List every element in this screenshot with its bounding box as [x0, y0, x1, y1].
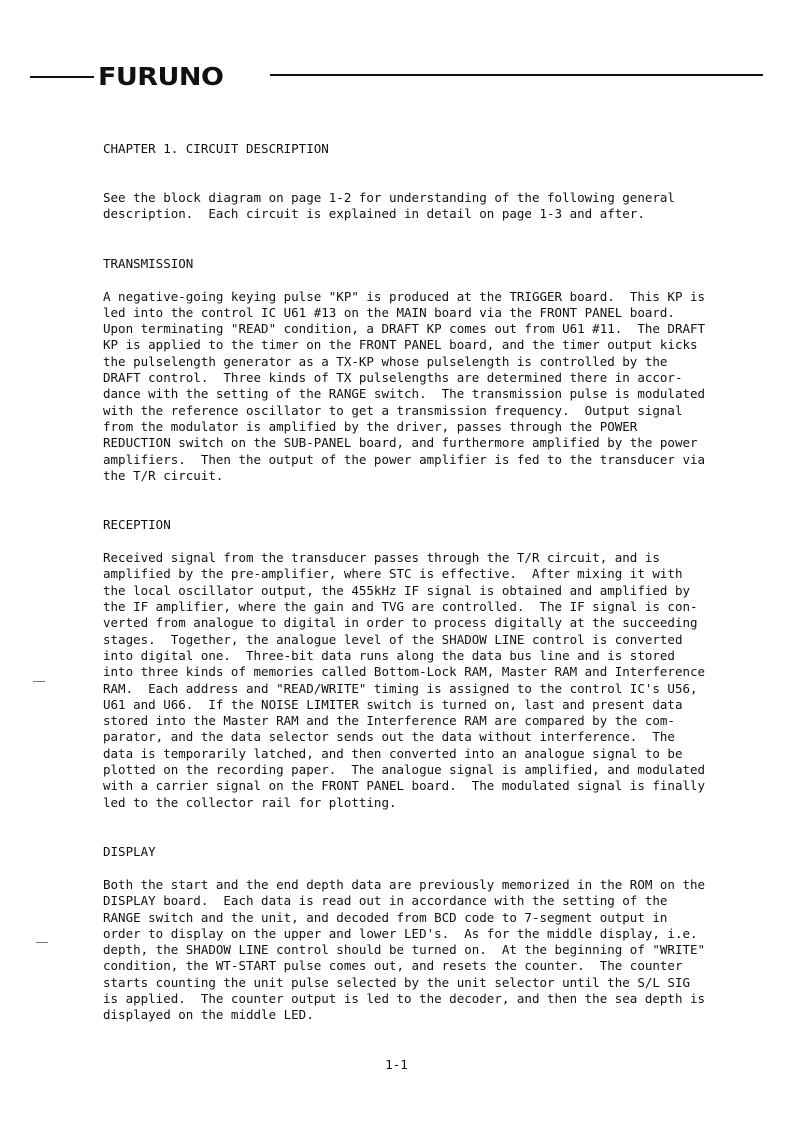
intro-paragraph: See the block diagram on page 1-2 for understanding of the following general description. Each circuit is explained in detail on page 1-3 and after.: [103, 190, 675, 222]
section-body-transmission: A negative-going keying pulse "KP" is produced at the TRIGGER board. This KP is led into the control IC U61 #13 on the MAIN board via the FRONT PANEL board. Upon terminating "READ" condition, a DRAFT KP comes out from U61 #11. The DRAFT KP is applied to the timer on the FRONT PANEL board, and the timer output kicks the pulselength generator as a TX-KP whose pulselength is controlled by the DRAFT control. Three kinds of TX pulselengths are determined there in accor- dance with the setting of the RANGE switch. The transmission pulse is modulated with the reference oscillator to get a transmission frequency. Output signal from the modulator is amplified by the driver, passes through the POWER REDUCTION switch on the SUB-PANEL board, and furthermore amplified by the power amplifiers. Then the output of the power amplifier is fed to the transducer via the T/R circuit.: [103, 288, 706, 483]
section-body-reception: Received signal from the transducer passes through the T/R circuit, and is amplified by the pre-amplifier, where STC is effective. After mixing it with the local oscillator output, the 455kHz IF signal is obtained and amplified by the IF amplifier, where the gain and TVG are controlled. The IF signal is con- verted from analogue to digital in order to process digitally at the succeeding stages. Together, the analogue level of the SHADOW LINE control is converted into digital one. Three-bit data runs along the data bus line and is stored into three kinds of memories called Bottom-Lock RAM, Master RAM and Interference RAM. Each address and "READ/WRITE" timing is assigned to the control IC's U56, U61 and U66. If the NOISE LIMITER switch is turned on, last and present data stored into the Master RAM and the Interference RAM are compared by the com- parator, and the data selector sends out the data without interference. The data is temporarily latched, and then converted into an analogue signal to be plotted on the recording paper. The analogue signal is amplified, and modulated with a carrier signal on the FRONT PANEL board. The modulated signal is finally led to the collector rail for plotting.: [103, 550, 706, 810]
header-rule-left: [30, 76, 94, 78]
furuno-logo: FURUNO: [98, 62, 224, 91]
section-heading-display: DISPLAY: [103, 843, 156, 859]
margin-mark: [36, 942, 48, 943]
section-heading-reception: RECEPTION: [103, 517, 171, 533]
margin-mark: [33, 681, 45, 682]
page-header: [30, 63, 763, 91]
document-body: [103, 141, 753, 1057]
header-rule-right: [270, 74, 763, 76]
chapter-title: CHAPTER 1. CIRCUIT DESCRIPTION: [103, 141, 329, 156]
section-body-display: Both the start and the end depth data are previously memorized in the ROM on the DISPLAY board. Each data is read out in accordance with the setting of the RANGE switch and the unit, and decoded from BCD code to 7-segment output in order to display on the upper and lower LED's. As for the middle display, i.e. depth, the SHADOW LINE control should be turned on. At the beginning of "WRITE" condition, the WT-START pulse comes out, and resets the counter. The counter starts counting the unit pulse selected by the unit selector until the S/L SIG is applied. The counter output is led to the decoder, and then the sea depth is displayed on the middle LED.: [103, 876, 706, 1023]
section-heading-transmission: TRANSMISSION: [103, 255, 194, 271]
page-number: 1-1: [385, 1057, 408, 1072]
